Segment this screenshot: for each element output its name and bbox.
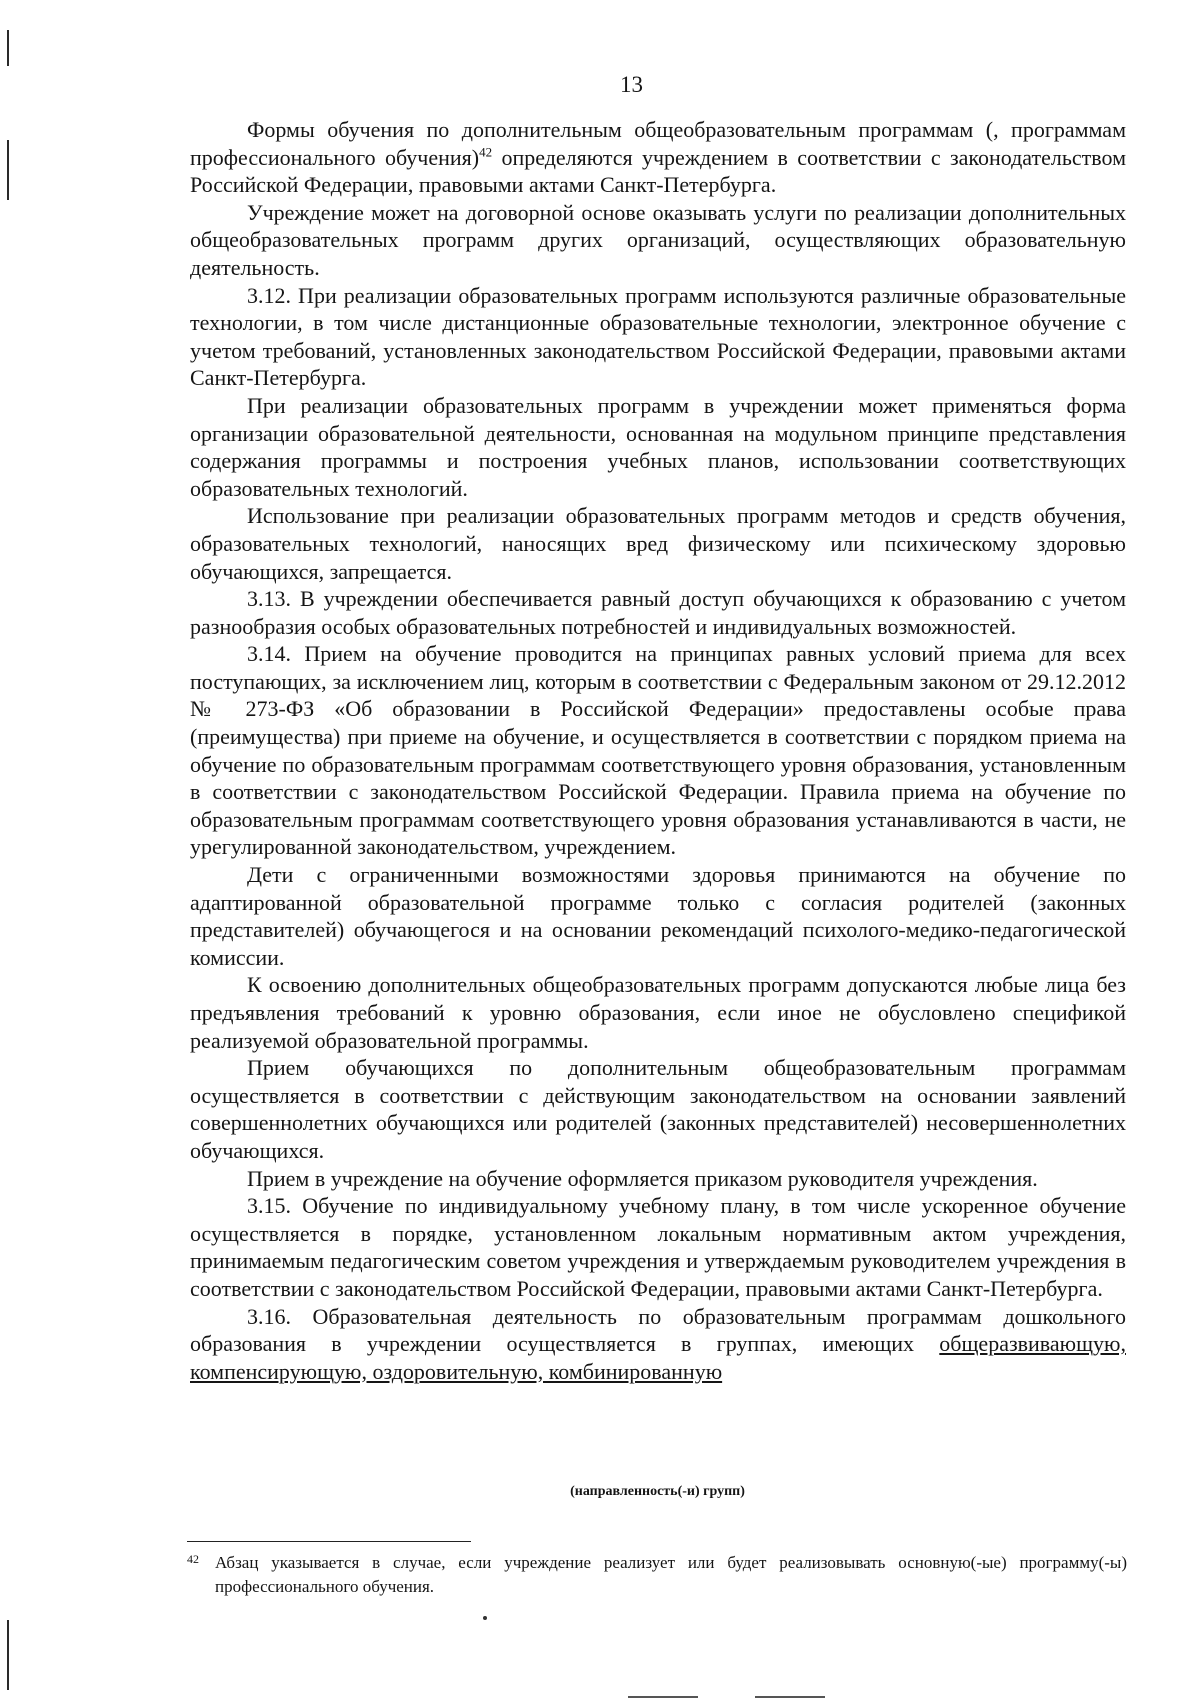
scan-artifact xyxy=(628,1696,698,1698)
group-orientation-fill: общеразвивающую, компенсирующую, оздоровительную, комбинированную xyxy=(190,1331,1126,1384)
footnote-separator xyxy=(187,1541,471,1542)
scan-edge-mark xyxy=(7,30,9,66)
paragraph-3-13: 3.13. В учреждении обеспечивается равный доступ обучающихся к образованию с учетом разнообразия особых образовательных потребностей и индивидуальных возможностей. xyxy=(190,586,1126,639)
paragraph-disabilities: Дети с ограниченными возможностями здоровья принимаются на обучение по адаптированной образовательной программе только с согласия родителей (законных представителей) обучающегося и на основании рекомендаций психолого-медико-педагогической комиссии. xyxy=(190,862,1126,970)
paragraph-admission-any: К освоению дополнительных общеобразовательных программ допускаются любые лица без предъявления требований к уровню образования, если иное не обусловлено спецификой реализуемой образовательной программы. xyxy=(190,972,1126,1053)
paragraph-3-16-text: 3.16. Образовательная деятельность по образовательным программам дошкольного образования в учреждении осуществляется в группах, имеющих xyxy=(190,1303,1126,1357)
paragraph-3-16 xyxy=(190,1303,1126,1386)
paragraph-harm: Использование при реализации образовательных программ методов и средств обучения, образовательных технологий, наносящих вред физическому или психическому здоровью обучающихся, запрещается. xyxy=(190,503,1126,584)
paragraph-3-15: 3.15. Обучение по индивидуальному учебному плану, в том числе ускоренное обучение осуществляется в порядке, установленном локальным нормативным актом учреждения, принимаемым педагогическим советом учреждения и утверждаемым руководителем учреждения в соответствии с законодательством Российской Федерации, правовыми актами Санкт-Петербурга. xyxy=(190,1193,1126,1301)
paragraph-forms-text-a: Формы обучения по дополнительным общеобразовательным программам (, программам профессионального обучения) xyxy=(190,117,1126,170)
paragraph-order: Прием в учреждение на обучение оформляется приказом руководителя учреждения. xyxy=(247,1165,1038,1191)
footnote-reference: 42 xyxy=(479,144,493,160)
footnote-text: Абзац указывается в случае, если учреждение реализует или будет реализовывать основную(-ые) программу(-ы) профессионального обучения. xyxy=(215,1553,1127,1596)
paragraph-admission-additional: Прием обучающихся по дополнительным общеобразовательным программам осуществляется в соответствии с действующим законодательством на основании заявлений совершеннолетних обучающихся или родителей (законных представителей) несовершеннолетних обучающихся. xyxy=(190,1055,1126,1163)
paragraph-3-12: 3.12. При реализации образовательных программ используются различные образовательные технологии, в том числе дистанционные образовательные технологии, электронное обучение с учетом требований, установленных законодательством Российской Федерации, правовыми актами Санкт-Петербурга. xyxy=(190,282,1126,391)
paragraph-3-14: 3.14. Прием на обучение проводится на принципах равных условий приема для всех поступающих, за исключением лиц, которым в соответствии с Федеральным законом от 29.12.2012 № 273-ФЗ «Об образовании в Российской Федерации» предоставлены особые права (преимущества) при приеме на обучение, и осуществляется в соответствии с порядком приема на обучение по образовательным программам соответствующего уровня образования, установленным в соответствии с законодательством Российской Федерации. Правила приема на обучение по образовательным программам соответствующего уровня образования устанавливаются в части, не урегулированной законодательством, учреждением. xyxy=(190,641,1126,860)
scan-artifact xyxy=(755,1696,825,1698)
field-caption: (направленность(-и) групп) xyxy=(570,1484,745,1499)
footnote xyxy=(187,1551,1127,1599)
paragraph-modular: При реализации образовательных программ в учреждении может применяться форма организации образовательной деятельности, основанная на модульном принципе представления содержания программы и построения учебных планов, использовании соответствующих образовательных технологий. xyxy=(190,392,1126,501)
scan-edge-mark xyxy=(7,1620,9,1690)
paragraph-contract: Учреждение может на договорной основе оказывать услуги по реализации дополнительных общеобразовательных программ других организаций, осуществляющих образовательную деятельность. xyxy=(190,199,1126,280)
footnote-mark: 42 xyxy=(187,1552,199,1566)
paragraph-forms xyxy=(190,116,1126,199)
document-body xyxy=(190,116,1126,1385)
paragraph-forms-text-b: определяются учреждением в соответствии с законодательством Российской Федерации, правовыми актами Санкт-Петербурга. xyxy=(190,144,1127,198)
scan-edge-mark xyxy=(7,140,9,200)
page-number: 13 xyxy=(620,72,643,97)
scan-speck xyxy=(483,1616,487,1620)
